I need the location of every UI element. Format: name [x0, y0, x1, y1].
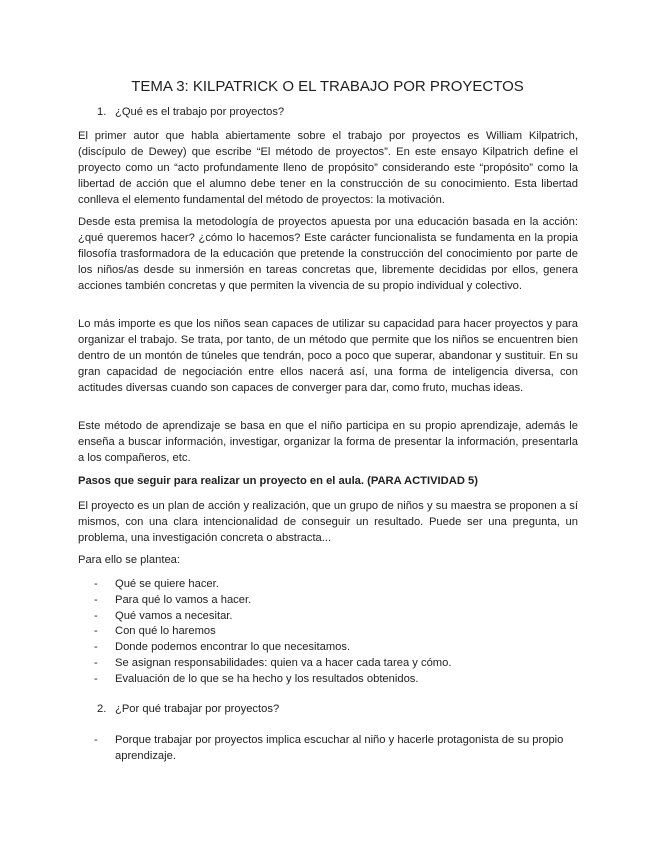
list-bullet: - — [94, 593, 98, 606]
paragraph-premise: Desde esta premisa la metodología de proyectos apuesta por una educación basada en la acción: ¿qué queremos hacer? ¿cómo lo hacemos? Este carácter funcionalista se fundamenta en la propia filosofía trasformadora de la educación que pretende la construcción del conocimiento por parte de los niños/as desde su inmersión en tareas concretas que, libremente decididas por ellos, genera acciones también concretas y que permiten la vivencia de su propio individual y colectivo. — [78, 216, 578, 292]
list-item-text: Qué vamos a necesitar. — [115, 609, 233, 622]
list-bullet: - — [94, 672, 98, 685]
list-item — [94, 733, 584, 765]
question-2-number: 2. — [97, 703, 107, 715]
list-item — [94, 640, 584, 656]
list-bullet: - — [94, 578, 98, 590]
list-item — [94, 656, 584, 672]
steps-list — [94, 577, 584, 688]
list-bullet: - — [94, 656, 98, 669]
answer-text: Porque trabajar por proyectos implica escuchar al niño y hacerle protagonista de su propio aprendizaje. — [115, 734, 564, 762]
section-heading: Pasos que seguir para realizar un proyecto en el aula. (PARA ACTIVIDAD 5) — [78, 475, 478, 487]
page-title: TEMA 3: KILPATRICK O EL TRABAJO POR PROYECTOS — [131, 78, 524, 95]
list-item-text: Qué se quiere hacer. — [115, 578, 219, 590]
list-bullet: - — [94, 609, 98, 622]
question-1-number: 1. — [97, 106, 107, 118]
list-item — [94, 672, 584, 688]
list-item — [94, 609, 584, 625]
list-item — [94, 624, 584, 640]
list-item-text: Donde podemos encontrar lo que necesitamos. — [115, 641, 351, 654]
paragraph-importance: Lo más importe es que los niños sean capaces de utilizar su capacidad para hacer proyectos y para organizar el trabajo. Se trata, por tanto, de un método que permite que los niños se encuentren bien dentro de un montón de túneles que tendrán, poco a poco que superar, abandonar y sustituir. En su gran capacidad de negociación entre ellos nacerá así, una forma de inteligencia diversa, con actitudes diversas cuando son capaces de converger para dar, como fruto, muchas ideas. — [78, 318, 578, 394]
question-1-text: ¿Qué es el trabajo por proyectos? — [115, 106, 285, 118]
answer-list — [94, 733, 584, 765]
question-2-text: ¿Por qué trabajar por proyectos? — [115, 703, 280, 715]
paragraph-intro: El primer autor que habla abiertamente sobre el trabajo por proyectos es William Kilpatrich, (discípulo de Dewey) que escribe “El método de proyectos”. En este ensayo Kilpatrich define el proyecto como un “acto profundamente lleno de propósito” considerando este “propósito” como la libertad de acción que el alumno debe tener en la construcción de su conocimiento. Esta libertad conlleva el elemento fundamental del método de proyectos: la motivación. — [78, 130, 578, 206]
list-item-text: Evaluación de lo que se ha hecho y los resultados obtenidos. — [115, 672, 419, 685]
paragraph-list-intro: Para ello se plantea: — [78, 554, 180, 566]
list-item-text: Se asignan responsabilidades: quien va a hacer cada tarea y cómo. — [115, 656, 452, 669]
list-item-text: Para qué lo vamos a hacer. — [115, 593, 252, 606]
list-bullet: - — [94, 734, 98, 746]
list-bullet: - — [94, 641, 98, 654]
list-item-text: Con qué lo haremos — [115, 625, 216, 638]
list-item — [94, 593, 584, 609]
paragraph-project-definition: El proyecto es un plan de acción y realización, que un grupo de niños y su maestra se proponen a sí mismos, con una clara intencionalidad de conseguir un resultado. Puede ser una pregunta, un problema, una investigación concreta o abstracta... — [78, 500, 578, 544]
list-bullet: - — [94, 625, 98, 638]
list-item — [94, 577, 584, 593]
paragraph-method: Este método de aprendizaje se basa en que el niño participa en su propio aprendizaje, además le enseña a buscar información, investigar, organizar la forma de presentar la información, presentarla a los compañeros, etc. — [78, 420, 578, 464]
